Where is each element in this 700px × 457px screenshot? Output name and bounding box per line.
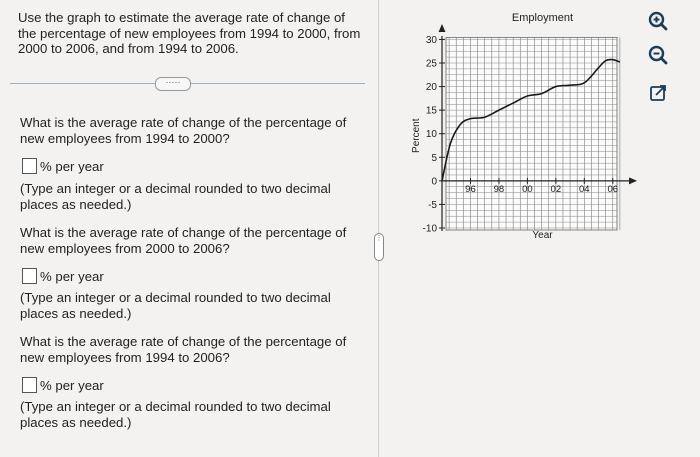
y-axis-arrow <box>439 24 446 32</box>
y-axis-label: Percent <box>411 118 422 153</box>
x-axis-arrow <box>629 177 637 184</box>
chart-grid <box>446 37 620 230</box>
x-tick-label: 00 <box>522 183 533 195</box>
y-tick-label: 0 <box>431 176 437 188</box>
part3-hint: (Type an integer or a decimal rounded to two decimal places as needed.) <box>20 399 331 430</box>
part1-answer-row <box>22 158 104 174</box>
chart-title: Employment <box>511 12 574 24</box>
part1-answer-input[interactable] <box>22 158 37 174</box>
x-axis-label: Year <box>532 230 553 241</box>
part2-hint: (Type an integer or a decimal rounded to two decimal places as needed.) <box>20 290 331 321</box>
y-tick-label: -10 <box>422 223 437 235</box>
part3-question: What is the average rate of change of the percentage of new employees from 1994 to 2006? <box>20 334 347 365</box>
part1-question: What is the average rate of change of the percentage of new employees from 1994 to 2000? <box>20 115 347 146</box>
part1-hint: (Type an integer or a decimal rounded to two decimal places as needed.) <box>20 181 331 212</box>
panel-resize-handle[interactable]: ⋮ <box>374 233 384 261</box>
zoom-out-icon[interactable] <box>647 44 669 66</box>
y-tick-label: 10 <box>425 129 437 141</box>
part3-unit: % per year <box>40 377 104 393</box>
panel-divider <box>378 0 379 457</box>
y-tick-label: 30 <box>425 34 437 46</box>
x-tick-label: 98 <box>493 183 505 195</box>
x-tick-label: 96 <box>465 183 476 195</box>
x-tick-label: 02 <box>550 183 562 195</box>
part2-answer-row <box>22 268 104 284</box>
part2-answer-input[interactable] <box>22 268 37 284</box>
y-tick-label: 20 <box>425 82 437 94</box>
employment-chart <box>392 0 642 250</box>
part3-answer-row <box>22 377 104 393</box>
y-tick-label: 5 <box>431 152 437 164</box>
x-tick-label: 04 <box>579 183 590 195</box>
open-external-icon[interactable] <box>647 82 669 104</box>
x-tick-label: 06 <box>607 183 619 195</box>
part3-answer-input[interactable] <box>22 377 37 393</box>
zoom-in-icon[interactable] <box>647 10 669 32</box>
part1-unit: % per year <box>40 158 104 174</box>
part2-unit: % per year <box>40 268 104 284</box>
y-tick-label: 15 <box>425 105 437 117</box>
question-title: Use the graph to estimate the average rate of change of the percentage of new employees from 1994 to 2000, from 2000 to 2006, and from 1994 to 2006. <box>18 10 361 56</box>
more-button[interactable]: ····· <box>155 77 191 91</box>
y-tick-label: -5 <box>428 199 437 211</box>
y-tick-label: 25 <box>425 58 437 70</box>
part2-question: What is the average rate of change of the percentage of new employees from 2000 to 2006? <box>20 225 347 256</box>
